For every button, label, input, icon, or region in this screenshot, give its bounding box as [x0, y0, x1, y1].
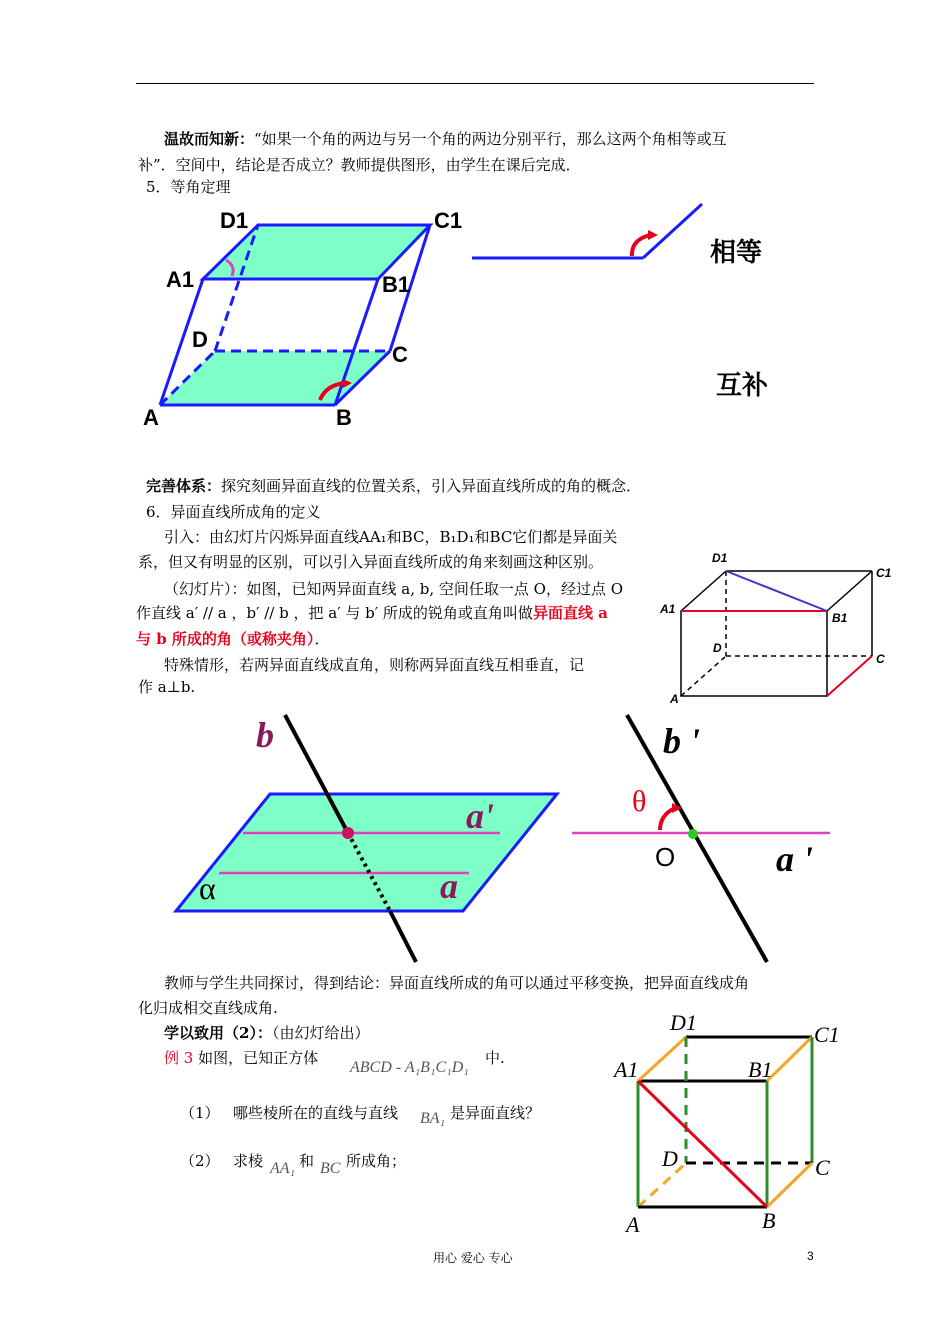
- label-C1: C1: [434, 208, 463, 233]
- plane-label-a: a: [440, 866, 458, 906]
- label-B1: B1: [382, 272, 411, 297]
- example3-cube: ABCD - A₁B₁C₁D₁: [350, 1059, 469, 1076]
- q2-line2: BC: [320, 1160, 341, 1177]
- box-label-A1: A1: [660, 602, 676, 616]
- slide-line1: （幻灯片）：如图，已知两异面直线 a, b, 空间任取一点 O，经过点 O: [164, 580, 624, 598]
- apply-heading-line: 学以致用（2）：（由幻灯给出）: [164, 1024, 370, 1042]
- review-line1: “如果一个角的两边与另一个角的两边分别平行，那么这两个角相等或互: [254, 130, 727, 148]
- example3-tail: 中.: [485, 1049, 505, 1067]
- box-label-B1: B1: [832, 611, 848, 625]
- label-a-prime-right: a ': [776, 839, 814, 879]
- label-theta: θ: [632, 785, 647, 818]
- q2-mid: 和: [299, 1152, 315, 1170]
- plane-label-b: b: [256, 715, 274, 755]
- diagonal-BA1: [638, 1081, 767, 1207]
- q2-tail: 所成角；: [346, 1152, 407, 1170]
- intro-line2: 系，但又有明显的区别，可以引入异面直线所成的角来刻画这种区别。: [138, 553, 604, 571]
- review-heading: 温故而知新：: [164, 130, 255, 148]
- cube-label-A: A: [626, 1212, 640, 1237]
- q2-line1: AA₁: [270, 1160, 296, 1177]
- conclusion-line2: 化归成相交直线成角.: [138, 999, 278, 1017]
- example3-line: 例 3 如图，已知正方体: [164, 1049, 319, 1067]
- label-A: A: [143, 405, 159, 430]
- q1-line: BA₁: [420, 1110, 446, 1127]
- q2-number: （2）: [180, 1152, 220, 1170]
- plane-label-a-prime: a': [466, 796, 495, 836]
- label-b-prime: b ': [663, 721, 701, 761]
- conclusion-line1: 教师与学生共同探讨，得到结论：异面直线所成的角可以通过平移变换，把异面直线成角: [164, 974, 750, 992]
- label-D1: D1: [220, 208, 249, 233]
- cube-label-C1: C1: [814, 1022, 840, 1047]
- label-O: O: [655, 842, 676, 872]
- box-label-A: A: [670, 692, 679, 706]
- special-line1: 特殊情形，若两异面直线成直角，则称两异面直线互相垂直，记: [164, 656, 585, 674]
- cube-label-C: C: [815, 1155, 830, 1180]
- label-A1: A1: [166, 267, 195, 292]
- system-heading: 完善体系：: [146, 477, 222, 495]
- system-text: 探究刻画异面直线的位置关系，引入异面直线所成的角的概念．: [221, 477, 642, 495]
- box-label-C1: C1: [876, 566, 892, 580]
- cube-label-D: D: [662, 1146, 678, 1171]
- word-equal: 相等: [710, 238, 763, 268]
- cube-label-A1: A1: [614, 1057, 639, 1082]
- example3-label: 例 3: [164, 1049, 194, 1067]
- label-D: D: [192, 327, 208, 352]
- review-line2: 补”．空间中，结论是否成立？教师提供图形，由学生在课后完成．: [138, 156, 581, 174]
- section6-heading: 6．异面直线所成角的定义: [146, 503, 321, 521]
- intro-line1: 引入：由幻灯片闪烁异面直线AA₁和BC，B₁D₁和BC它们都是异面关: [164, 528, 618, 546]
- cube-label-D1: D1: [670, 1010, 697, 1035]
- box-label-D: D: [713, 641, 722, 655]
- cube-label-B1: B1: [748, 1057, 773, 1082]
- label-C: C: [392, 342, 408, 367]
- cube-label-B: B: [762, 1208, 776, 1233]
- slide-line2: 作直线 a′ // a ，b′ // b ，把 a′ 与 b′ 所成的锐角或直角叫做异面直线 a: [136, 604, 608, 622]
- slide-line3: 与 b 所成的角（或称夹角）．: [136, 630, 330, 648]
- q1-tail: 是异面直线？: [450, 1104, 541, 1122]
- q1-text: 哪些棱所在的直线与直线: [233, 1104, 399, 1122]
- word-supplementary: 互补: [716, 371, 769, 401]
- q1-number: （1）: [180, 1104, 220, 1122]
- label-B: B: [336, 405, 352, 430]
- special-line2: 作 a⊥b.: [138, 678, 196, 696]
- q2-text: 求棱: [233, 1152, 264, 1170]
- plane-label-alpha: α: [199, 870, 216, 906]
- footer-text: 用心 爱心 专心: [433, 1251, 513, 1265]
- box-label-D1: D1: [712, 551, 728, 565]
- page-number: 3: [807, 1249, 814, 1263]
- section5-heading: 5．等角定理: [146, 178, 231, 196]
- box-label-C: C: [876, 652, 885, 666]
